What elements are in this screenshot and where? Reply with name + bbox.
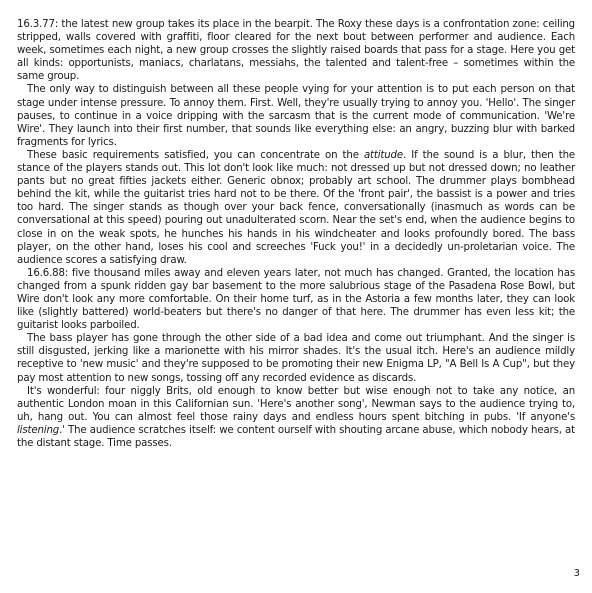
paragraph-text: It's wonderful: four niggly Brits, old enough to know better but wise enough not to take any notice, an authentic London moan in this Californian sun. 'Here's another song', Newman says to the audience trying to, uh, hang out. You can almost feel those rainy days and endless hours spent bitching in pubs. 'If anyone's bbox=[17, 385, 575, 423]
paragraph-text: . If the sound is a blur, then the stance of the players stands out. This lot don't look like much: not dressed up but not dressed down; no leather pants but no great fifties jackets either. Generic obnox; probably art school. The drummer plays bombhead behind the kit, while the guitarist tries hard not to be there. Of the 'front pair', the bassist is a power and tries too hard. The singer stands as though over your back fence, conversationally (inasmuch as words can be conversational at this speed) pouring out unadulterated scorn. Near the set's end, when the audience begins to close in on the weak spots, he hunches his hands in his windcheater and looks profoundly bored. The bass player, on the other hand, loses his cool and screeches 'Fuck you!' in a decidedly un-proletarian voice. The audience scores a satisfying draw. bbox=[17, 149, 575, 266]
paragraph bbox=[17, 149, 575, 267]
page-number: 3 bbox=[573, 568, 580, 579]
emphasis-text: listening bbox=[17, 424, 60, 436]
paragraph-text: 16.3.77: the latest new group takes its place in the bearpit. The Roxy these days is a confrontation zone: ceiling stripped, walls covered with graffiti, floor cleared for the next bout between performer and audience. Each week, sometimes each night, a new group crosses the slightly raised boards that pass for a stage. Here you get all kinds: opportunists, maniacs, charlatans, messiahs, the talented and talent-free – sometimes within the same group. bbox=[17, 19, 575, 83]
paragraph bbox=[17, 267, 575, 332]
paragraph-text: The bass player has gone through the other side of a bad idea and come out triumphant. And the singer is still disgusted, jerking like a marionette with his mirror shades. It's the usual itch. Here's an audience mildly receptive to 'new music' and they're supposed to be promoting their new Enigma LP, "A Bell Is A Cup", but they pay most attention to new songs, tossing off any recorded evidence as discards. bbox=[17, 333, 575, 384]
article-body bbox=[17, 18, 575, 450]
paragraph bbox=[17, 332, 575, 384]
emphasis-text: attitude bbox=[363, 149, 403, 161]
paragraph-text: These basic requirements satisfied, you can concentrate on the bbox=[27, 149, 364, 161]
paragraph bbox=[17, 385, 575, 450]
paragraph bbox=[17, 18, 575, 83]
paragraph-text: The only way to distinguish between all these people vying for your attention is to put each person on that stage under intense pressure. To annoy them. First. Well, they're usually trying to annoy you. 'Hello'. The singer pauses, to continue in a voice dripping with the sarcasm that is the current mode of communication. 'We're Wire'. They launch into their first number, that sounds like everything else: an angry, buzzing blur with barked fragments for lyrics. bbox=[17, 84, 575, 148]
paragraph-text: 16.6.88: five thousand miles away and eleven years later, not much has changed. Granted, the location has changed from a spunk ridden gay bar basement to the more salubrious stage of the Pasadena Rose Bowl, but Wire don't look any more comfortable. On their home turf, as in the Astoria a few months later, they can look like (slightly battered) world-beaters but there's no danger of that here. The drummer has even less kit; the guitarist looks parboiled. bbox=[17, 267, 575, 332]
paragraph bbox=[17, 83, 575, 148]
paragraph-text: .' The audience scratches itself: we content ourself with shouting arcane abuse, which nobody hears, at the distant stage. Time passes. bbox=[17, 424, 575, 449]
